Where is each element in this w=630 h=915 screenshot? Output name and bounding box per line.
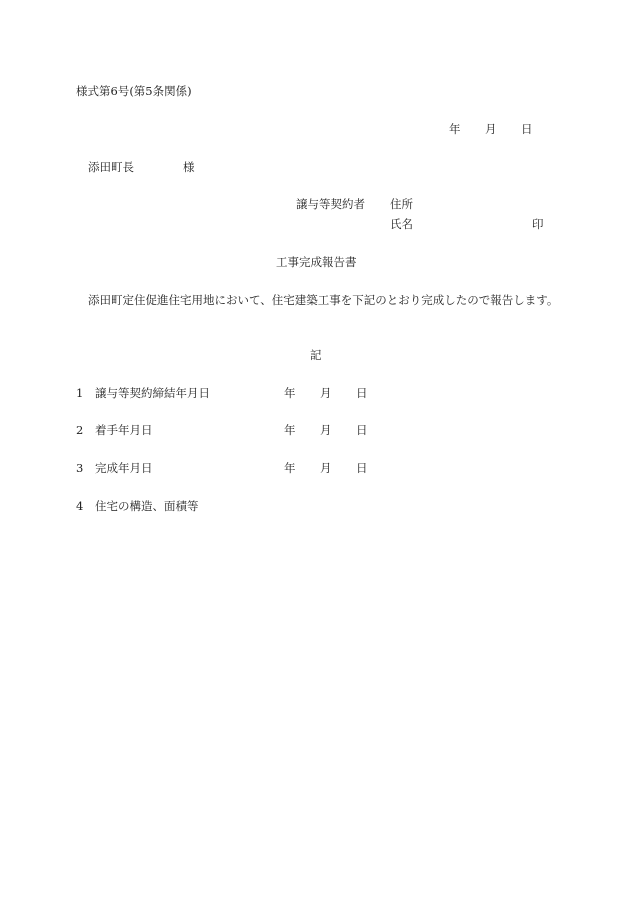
document-title: 工事完成報告書 <box>276 255 357 269</box>
item-year-label: 年 <box>284 386 296 400</box>
item-day-label: 日 <box>356 386 368 400</box>
item-label: 着手年月日 <box>95 423 153 437</box>
item-label: 住宅の構造、面積等 <box>95 499 199 513</box>
date-year-label: 年 <box>449 122 461 136</box>
item-label: 譲与等契約締結年月日 <box>95 386 210 400</box>
address-label: 住所 <box>390 197 413 211</box>
item-year-label: 年 <box>284 461 296 475</box>
body-paragraph: 添田町定住促進住宅用地において、住宅建築工事を下記のとおり完成したので報告します。 <box>88 293 559 307</box>
seal-mark: 印 <box>532 217 544 231</box>
date-day-label: 日 <box>521 122 533 136</box>
form-number: 様式第6号(第5条関係) <box>76 84 192 98</box>
item-number: 3 <box>76 461 84 475</box>
item-number: 1 <box>76 386 84 400</box>
applicant-role: 譲与等契約者 <box>296 197 365 211</box>
name-label: 氏名 <box>390 217 413 231</box>
item-month-label: 月 <box>320 423 332 437</box>
item-month-label: 月 <box>320 386 332 400</box>
note-heading: 記 <box>310 348 322 362</box>
item-year-label: 年 <box>284 423 296 437</box>
item-month-label: 月 <box>320 461 332 475</box>
item-number: 4 <box>76 499 84 513</box>
item-number: 2 <box>76 423 84 437</box>
item-day-label: 日 <box>356 423 368 437</box>
item-day-label: 日 <box>356 461 368 475</box>
date-month-label: 月 <box>485 122 497 136</box>
addressee-honorific: 様 <box>183 160 195 174</box>
addressee-name: 添田町長 <box>88 160 134 174</box>
item-label: 完成年月日 <box>95 461 153 475</box>
